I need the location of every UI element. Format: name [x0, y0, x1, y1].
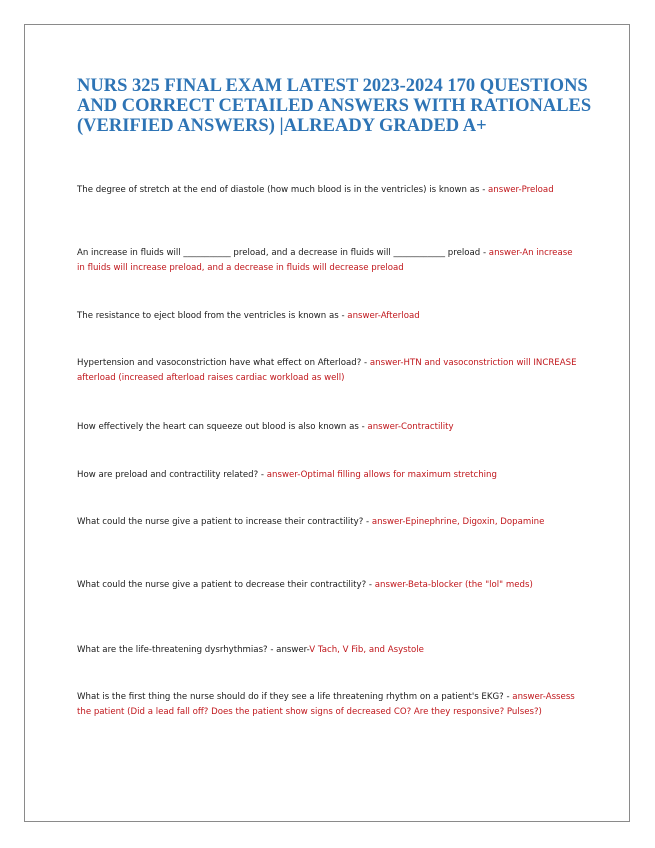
qa-item	[77, 643, 577, 658]
question-text: The resistance to eject blood from the ventricles is known as -	[77, 311, 348, 321]
qa-item	[77, 690, 577, 720]
qa-item	[77, 356, 577, 386]
question-text: What is the first thing the nurse should do if they see a life threatening rhythm on a patient's EKG? -	[77, 692, 513, 702]
answer-text: answer-An increase in fluids will increase preload, and a decrease in fluids will decrease preload	[77, 248, 573, 273]
qa-item	[77, 183, 577, 198]
question-text: How effectively the heart can squeeze out blood is also known as -	[77, 422, 368, 432]
answer-text: V Tach, V Fib, and Asystole	[309, 645, 424, 655]
answer-text: answer-Preload	[488, 185, 554, 195]
qa-item	[77, 515, 577, 530]
qa-item	[77, 246, 577, 276]
question-text: An increase in fluids will ___________ preload, and a decrease in fluids will ____________ preload -	[77, 248, 489, 258]
answer-text: answer-Optimal filling allows for maximum stretching	[266, 470, 497, 480]
answer-text: answer-Afterload	[347, 311, 420, 321]
question-text: What could the nurse give a patient to decrease their contractility? -	[77, 580, 375, 590]
answer-text: answer-Epinephrine, Digoxin, Dopamine	[371, 517, 545, 527]
question-text: How are preload and contractility related? -	[77, 470, 267, 480]
answer-text: answer-HTN and vasoconstriction will INCREASE afterload (increased afterload raises cardiac workload as well)	[77, 358, 577, 383]
answer-text: answer-Assess the patient (Did a lead fall off? Does the patient show signs of decreased CO? Are they responsive? Pulses?)	[77, 692, 575, 717]
document-title: NURS 325 FINAL EXAM LATEST 2023-2024 170 QUESTIONS AND CORRECT CETAILED ANSWERS WITH RATIONALES (VERIFIED ANSWERS) |ALREADY GRADED A+	[77, 76, 592, 136]
qa-item	[77, 309, 577, 324]
question-text: What could the nurse give a patient to increase their contractility? -	[77, 517, 372, 527]
answer-text: answer-Beta-blocker (the "lol" meds)	[374, 580, 533, 590]
question-text: What are the life-threatening dysrhythmias? - answer-	[77, 645, 310, 655]
qa-item	[77, 468, 577, 483]
qa-item	[77, 420, 577, 435]
question-text: The degree of stretch at the end of diastole (how much blood is in the ventricles) is known as -	[77, 185, 489, 195]
answer-text: answer-Contractility	[367, 422, 454, 432]
qa-item	[77, 578, 577, 593]
question-text: Hypertension and vasoconstriction have what effect on Afterload? -	[77, 358, 370, 368]
